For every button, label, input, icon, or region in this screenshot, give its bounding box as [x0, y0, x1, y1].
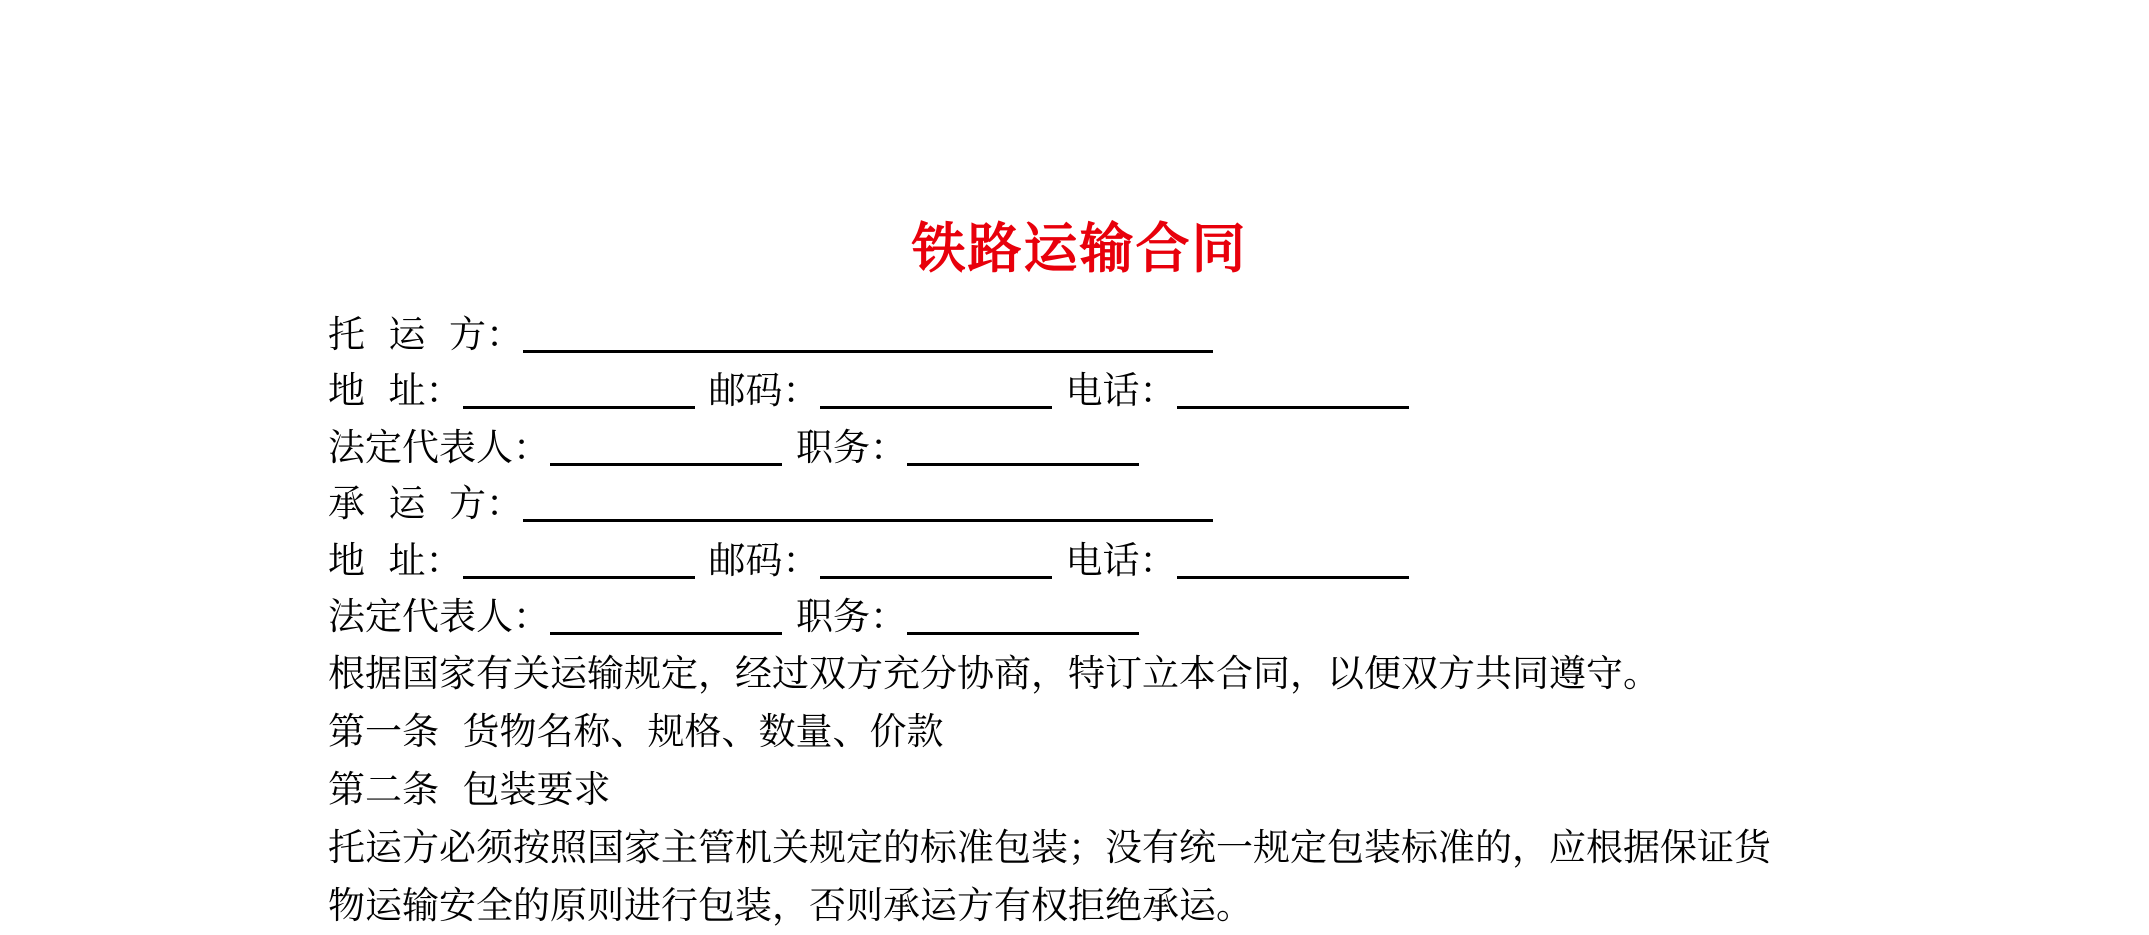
shipper-blank [523, 306, 1213, 353]
carrier-blank [523, 475, 1213, 522]
shipper-position-label: 职务： [796, 425, 907, 469]
shipper-address-line [328, 363, 1828, 420]
carrier-rep-blank [550, 588, 782, 635]
packaging-paragraph-line-1: 托运方必须按照国家主管机关规定的标准包装；没有统一规定包装标准的，应根据保证货 [328, 826, 1771, 869]
carrier-postcode-label: 邮码： [708, 538, 820, 582]
packaging-paragraph-line-2: 物运输安全的原则进行包装，否则承运方有权拒绝承运。 [328, 884, 1253, 927]
shipper-rep-label: 法定代表人： [328, 425, 550, 469]
carrier-phone-label: 电话： [1065, 538, 1177, 582]
shipper-rep-blank [550, 419, 782, 466]
carrier-label: 承 运 方： [328, 482, 524, 525]
carrier-position-blank [907, 588, 1139, 635]
carrier-rep-label: 法定代表人： [328, 595, 550, 638]
shipper-postcode-blank [820, 362, 1052, 409]
carrier-phone-blank [1177, 532, 1409, 579]
document-title: 铁路运输合同 [911, 216, 1248, 280]
article-one-heading: 第一条 货物名称、规格、数量、价款 [328, 710, 944, 753]
carrier-address-label: 地 址： [328, 538, 463, 582]
contract-body [328, 306, 1828, 935]
shipper-address-blank [463, 362, 695, 409]
carrier-line [328, 476, 1828, 533]
shipper-postcode-label: 邮码： [708, 369, 820, 412]
shipper-phone-blank [1177, 362, 1409, 409]
shipper-label: 托 运 方： [328, 312, 524, 356]
shipper-phone-label: 电话： [1065, 369, 1177, 412]
carrier-position-label: 职务： [796, 595, 907, 638]
preamble-paragraph: 根据国家有关运输规定，经过双方充分协商，特订立本合同，以便双方共同遵守。 [328, 652, 1660, 695]
shipper-line [328, 306, 1828, 363]
article-two-heading: 第二条 包装要求 [328, 768, 611, 811]
carrier-postcode-blank [820, 532, 1052, 579]
shipper-address-label: 地 址： [328, 369, 463, 412]
carrier-rep-line [328, 589, 1828, 646]
shipper-rep-line [328, 419, 1828, 476]
shipper-position-blank [907, 419, 1139, 466]
carrier-address-line [328, 532, 1828, 589]
carrier-address-blank [463, 532, 695, 579]
